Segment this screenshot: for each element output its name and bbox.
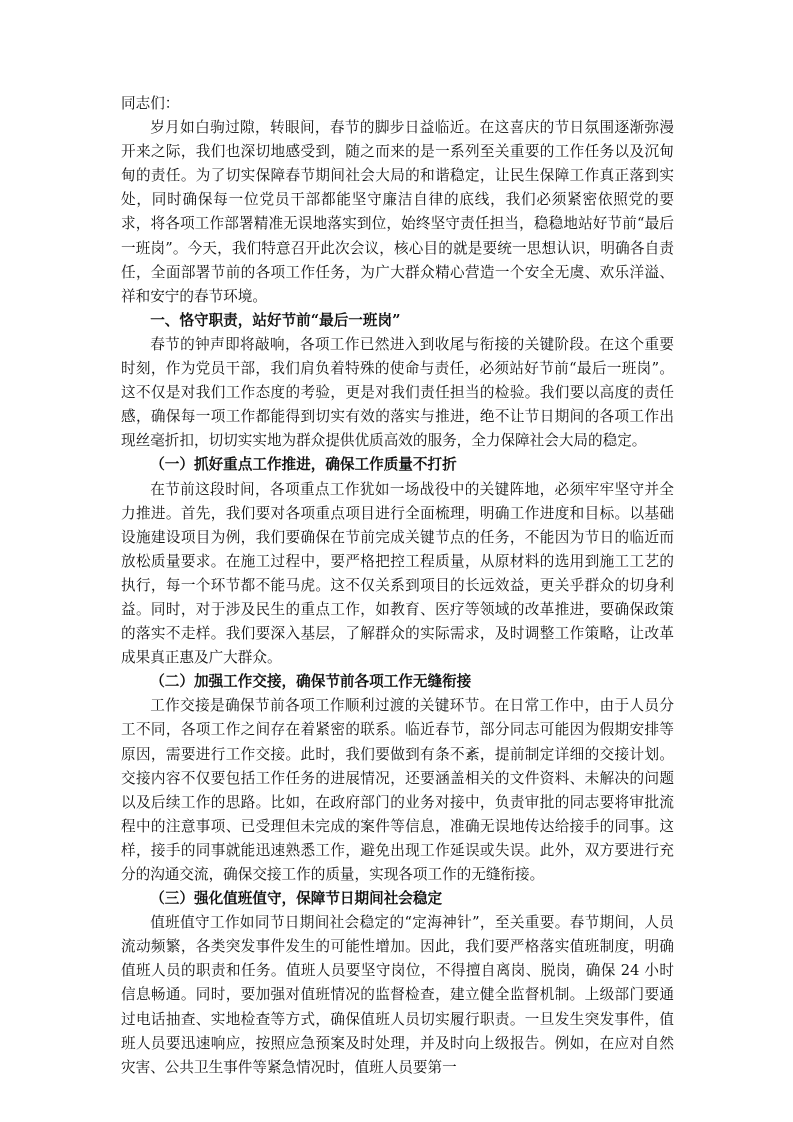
section-1-heading: 一、恪守职责，站好节前“最后一班岗” xyxy=(150,311,401,329)
intro-paragraph: 岁月如白驹过隙，转眼间，春节的脚步日益临近。在这喜庆的节日氛围逐渐弥漫开来之际，我们也深切地感受到，随之而来的是一系列至关重要的工作任务以及沉甸甸的责任。为了切实保障春节期间社会大局的和谐稳定，让民生保障工作真正落到实处，同时确保每一位党员干部都能坚守廉洁自律的底线，我们必须紧密依照党的要求，将各项工作部署精准无误地落实到位，始终坚守责任担当，稳稳地站好节前“最后一班岗”。今天，我们特意召开此次会议，核心目的就是要统一思想认识，明确各自责任，全面部署节前的各项工作任务，为广大群众精心营造一个安全无虞、欢乐洋溢、祥和安宁的春节环境。 xyxy=(121,119,674,305)
document-page xyxy=(121,92,674,1080)
subsection-2-heading: （二）加强工作交接，确保节前各项工作无缝衔接 xyxy=(150,673,472,691)
subsection-1-heading: （一）抓好重点工作推进，确保工作质量不打折 xyxy=(150,456,457,474)
salutation: 同志们： xyxy=(121,95,180,112)
subsection-1-paragraph: 在节前这段时间，各项重点工作犹如一场战役中的关键阵地，必须牢牢坚守并全力推进。首先，我们要对各项重点项目进行全面梳理，明确工作进度和目标。以基础设施建设项目为例，我们要确保在节前完成关键节点的任务，不能因为节日的临近而放松质量要求。在施工过程中，要严格把控工程质量，从原材料的选用到施工工艺的执行，每一个环节都不能马虎。这不仅关系到项目的长远效益，更关乎群众的切身利益。同时，对于涉及民生的重点工作，如教育、医疗等领域的改革推进，要确保政策的落实不走样。我们要深入基层，了解群众的实际需求，及时调整工作策略，让改革成果真正惠及广大群众。 xyxy=(121,480,674,667)
section-1-paragraph: 春节的钟声即将敲响，各项工作已然进入到收尾与衔接的关键阶段。在这个重要时刻，作为党员干部，我们肩负着特殊的使命与责任，必须站好节前“最后一班岗”。这不仅是对我们工作态度的考验，更是对我们责任担当的检验。我们要以高度的责任感，确保每一项工作都能得到切实有效的落实与推进，绝不让节日期间的各项工作出现丝毫折扣，切切实实地为群众提供优质高效的服务，全力保障社会大局的稳定。 xyxy=(121,335,674,450)
subsection-3-heading: （三）强化值班值守，保障节日期间社会稳定 xyxy=(150,890,443,908)
subsection-2-paragraph: 工作交接是确保节前各项工作顺利过渡的关键环节。在日常工作中，由于人员分工不同，各项工作之间存在着紧密的联系。临近春节，部分同志可能因为假期安排等原因，需要进行工作交接。此时，我们要做到有条不紊，提前制定详细的交接计划。交接内容不仅要包括工作任务的进展情况，还要涵盖相关的文件资料、未解决的问题以及后续工作的思路。比如，在政府部门的业务对接中，负责审批的同志要将审批流程中的注意事项、已受理但未完成的案件等信息，准确无误地传达给接手的同事。这样，接手的同事就能迅速熟悉工作，避免出现工作延误或失误。此外，双方要进行充分的沟通交流，确保交接工作的质量，实现各项工作的无缝衔接。 xyxy=(121,697,674,883)
subsection-3-paragraph: 值班值守工作如同节日期间社会稳定的“定海神针”，至关重要。春节期间，人员流动频繁，各类突发事件发生的可能性增加。因此，我们要严格落实值班制度，明确值班人员的职责和任务。值班人员要坚守岗位，不得擅自离岗、脱岗，确保 24 小时信息畅通。同时，要加强对值班情况的监督检查，建立健全监督机制。上级部门要通过电话抽查、实地检查等方式，确保值班人员切实履行职责。一旦发生突发事件，值班人员要迅速响应，按照应急预案及时处理，并及时向上级报告。例如，在应对自然灾害、公共卫生事件等紧急情况时，值班人员要第一 xyxy=(121,914,674,1076)
